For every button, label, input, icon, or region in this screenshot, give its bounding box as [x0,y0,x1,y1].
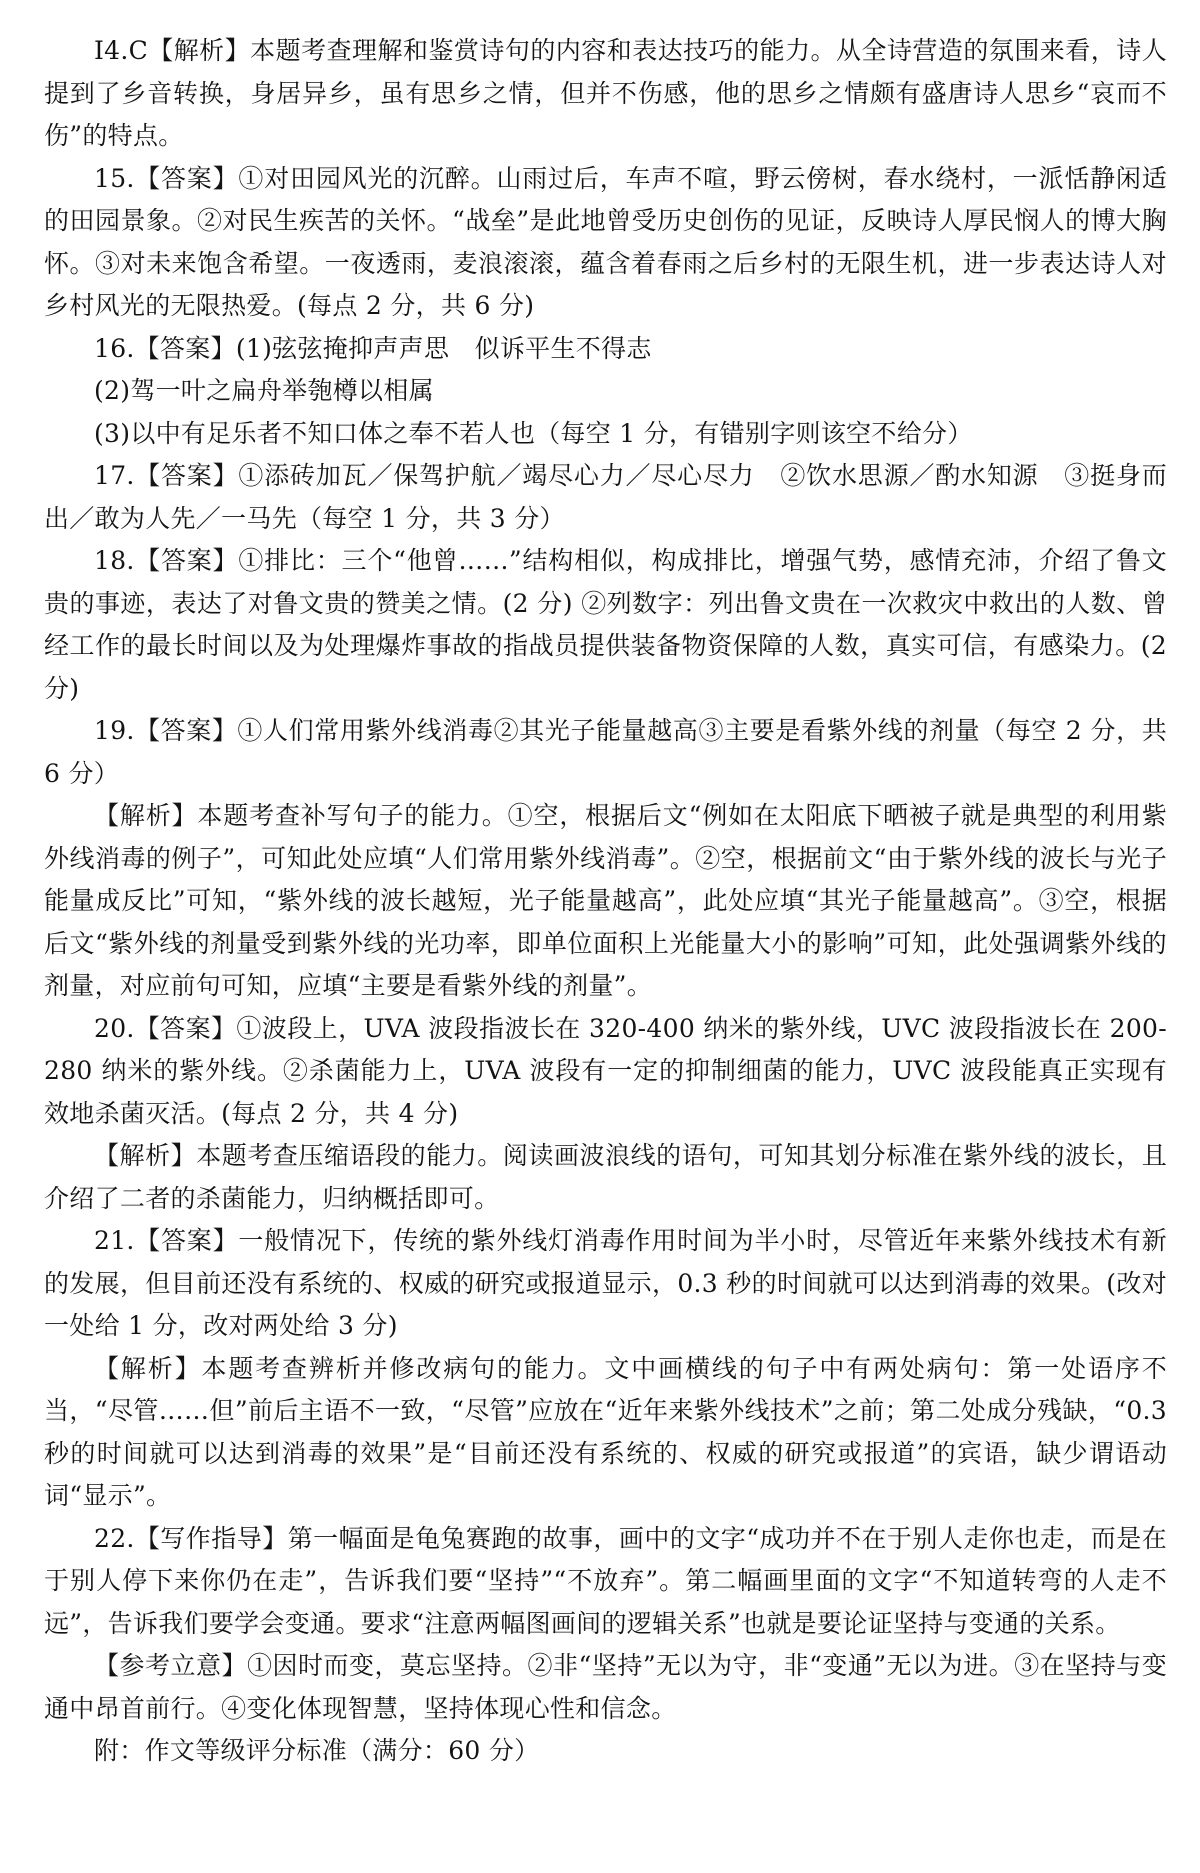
answer-q19: 19.【答案】①人们常用紫外线消毒②其光子能量越高③主要是看紫外线的剂量（每空 2 分，共 6 分） [44,716,1167,788]
analysis-q20: 【解析】本题考查压缩语段的能力。阅读画波浪线的语句，可知其划分标准在紫外线的波长，且介绍了二者的杀菌能力，归纳概括即可。 [44,1141,1167,1213]
analysis-q21: 【解析】本题考查辨析并修改病句的能力。文中画横线的句子中有两处病句：第一处语序不当，“尽管……但”前后主语不一致，“尽管”应放在“近年来紫外线技术”之前；第二处成分残缺，“0.3 秒的时间就可以达到消毒的效果”是“目前还没有系统的、权威的研究或报道”的宾语，缺少谓语动词“显示”。 [44,1353,1167,1510]
answer-q16-line2: (2)驾一叶之扁舟举匏樽以相属 [94,376,434,405]
appendix-note: 附：作文等级评分标准（满分：60 分） [94,1736,540,1765]
reference-themes-q22: 【参考立意】①因时而变，莫忘坚持。②非“坚持”无以为守，非“变通”无以为进。③在坚持与变通中昂首前行。④变化体现智慧，坚持体现心性和信念。 [44,1651,1167,1723]
answer-q14: I4.C【解析】本题考查理解和鉴赏诗句的内容和表达技巧的能力。从全诗营造的氛围来看，诗人提到了乡音转换，身居异乡，虽有思乡之情，但并不伤感，他的思乡之情颇有盛唐诗人思乡“哀而不伤”的特点。 [44,36,1167,150]
writing-guide-q22: 22.【写作指导】第一幅面是龟兔赛跑的故事，画中的文字“成功并不在于别人走你也走，而是在于别人停下来你仍在走”，告诉我们要“坚持”“不放弃”。第二幅画里面的文字“不知道转弯的人走不远”，告诉我们要学会变通。要求“注意两幅图画间的逻辑关系”也就是要论证坚持与变通的关系。 [44,1523,1167,1638]
analysis-q19: 【解析】本题考查补写句子的能力。①空，根据后文“例如在太阳底下晒被子就是典型的利用紫外线消毒的例子”，可知此处应填“人们常用紫外线消毒”。②空，根据前文“由于紫外线的波长与光子能量成反比”可知，“紫外线的波长越短，光子能量越高”，此处应填“其光子能量越高”。③空，根据后文“紫外线的剂量受到紫外线的光功率，即单位面积上光能量大小的影响”可知，此处强调紫外线的剂量，对应前句可知，应填“主要是看紫外线的剂量”。 [44,801,1167,1000]
answer-q17: 17.【答案】①添砖加瓦／保驾护航／竭尽心力／尽心尽力 ②饮水思源／酌水知源 ③挺身而出／敢为人先／一马先（每空 1 分，共 3 分） [44,461,1167,533]
answer-q18: 18.【答案】①排比：三个“他曾……”结构相似，构成排比，增强气势，感情充沛，介绍了鲁文贵的事迹，表达了对鲁文贵的赞美之情。(2 分) ②列数字：列出鲁文贵在一次救灾中救出的人数、曾经工作的最长时间以及为处理爆炸事故的指战员提供装备物资保障的人数，真实可信，有感染力。(2 分) [44,546,1167,703]
answer-q16-line1: 16.【答案】(1)弦弦掩抑声声思 似诉平生不得志 [94,333,652,363]
answer-q21: 21.【答案】一般情况下，传统的紫外线灯消毒作用时间为半小时，尽管近年来紫外线技术有新的发展，但目前还没有系统的、权威的研究或报道显示，0.3 秒的时间就可以达到消毒的效果。(改对一处给 1 分，改对两处给 3 分) [44,1226,1167,1340]
answer-q20: 20.【答案】①波段上，UVA 波段指波长在 320-400 纳米的紫外线，UVC 波段指波长在 200-280 纳米的紫外线。②杀菌能力上，UVA 波段有一定的抑制细菌的能力，UVC 波段能真正实现有效地杀菌灭活。(每点 2 分，共 4 分) [44,1013,1167,1128]
answer-q16-line3: (3)以中有足乐者不知口体之奉不若人也（每空 1 分，有错别字则该空不给分） [94,418,973,448]
answer-q15: 15.【答案】①对田园风光的沉醉。山雨过后，车声不喧，野云傍树，春水绕村，一派恬静闲适的田园景象。②对民生疾苦的关怀。“战垒”是此地曾受历史创伤的见证，反映诗人厚民悯人的博大胸怀。③对未来饱含希望。一夜透雨，麦浪滚滚，蕴含着春雨之后乡村的无限生机，进一步表达诗人对乡村风光的无限热爱。(每点 2 分，共 6 分) [44,163,1167,320]
